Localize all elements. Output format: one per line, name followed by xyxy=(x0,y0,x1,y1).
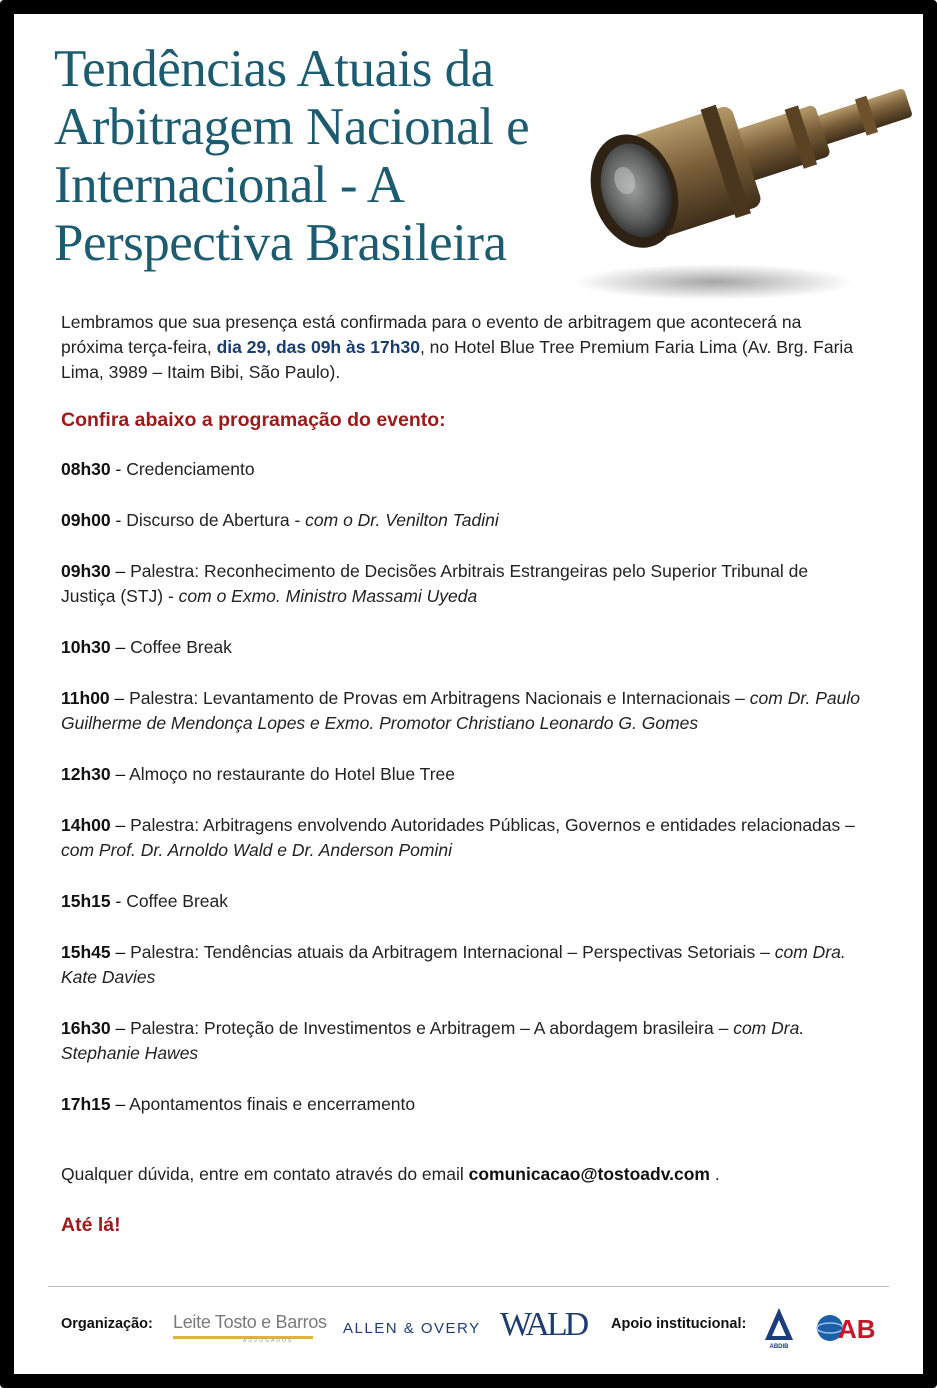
schedule-description: Palestra: Proteção de Investimentos e Arbitragem – A abordagem brasileira – xyxy=(130,1018,734,1038)
svg-text:ABDIB: ABDIB xyxy=(769,1344,789,1350)
telescope-icon xyxy=(574,62,919,312)
schedule-time: 16h30 xyxy=(61,1018,111,1038)
abdib-logo xyxy=(761,1306,797,1350)
schedule-description: Almoço no restaurante do Hotel Blue Tree xyxy=(129,764,456,784)
schedule-separator: - xyxy=(110,891,127,911)
allen-overy-logo: ALLEN & OVERY xyxy=(343,1320,481,1337)
schedule-speaker: com Dra. Kate Davies xyxy=(61,942,846,987)
leite-tosto-barros-logo xyxy=(173,1312,327,1344)
schedule-item xyxy=(61,686,861,736)
schedule-separator: – xyxy=(110,1018,131,1038)
svg-text:AB: AB xyxy=(838,1314,876,1344)
schedule-separator: – xyxy=(110,942,131,962)
organization-label: Organização: xyxy=(61,1316,153,1332)
schedule-heading: Confira abaixo a programação do evento: xyxy=(61,409,446,431)
schedule-separator: – xyxy=(109,688,130,708)
schedule-time: 09h00 xyxy=(61,510,111,530)
footer xyxy=(61,1306,891,1356)
page-title: Tendências Atuais da Arbitragem Nacional e Internacional - A Perspectiva Brasileira xyxy=(54,40,530,272)
contact-end: . xyxy=(709,1164,720,1184)
schedule-description: Credenciamento xyxy=(126,459,255,479)
schedule-description: Palestra: Levantamento de Provas em Arbitragens Nacionais e Internacionais – xyxy=(129,688,750,708)
schedule-time: 09h30 xyxy=(61,561,111,581)
schedule-time: 12h30 xyxy=(61,764,111,784)
contact-text: Qualquer dúvida, entre em contato através do email xyxy=(61,1164,469,1184)
schedule-separator: – xyxy=(110,815,131,835)
ltb-logo-text: Leite Tosto e Barros xyxy=(173,1312,327,1332)
intro-text-1: Lembramos que sua presença está confirmada para o evento de arbitragem que acontecerá na próxima terça-feira, xyxy=(61,312,802,357)
intro-paragraph xyxy=(61,310,861,385)
schedule-separator: - xyxy=(110,510,127,530)
schedule-separator: – xyxy=(110,1094,130,1114)
schedule-item xyxy=(61,457,861,482)
schedule-item xyxy=(61,1016,861,1066)
schedule-item xyxy=(61,635,861,660)
schedule-separator: – xyxy=(110,764,130,784)
schedule-description: Palestra: Tendências atuais da Arbitragem Internacional – Perspectivas Setoriais – xyxy=(130,942,775,962)
schedule-speaker: com o Dr. Venilton Tadini xyxy=(305,510,499,530)
footer-divider xyxy=(48,1286,889,1287)
schedule-item xyxy=(61,1092,861,1117)
schedule-time: 15h15 xyxy=(61,891,111,911)
schedule-time: 15h45 xyxy=(61,942,111,962)
schedule-speaker: com Prof. Dr. Arnoldo Wald e Dr. Anderson Pomini xyxy=(61,840,452,860)
schedule-time: 10h30 xyxy=(61,637,111,657)
schedule-description: Coffee Break xyxy=(130,637,232,657)
contact-line xyxy=(61,1162,861,1187)
contact-email-link[interactable]: comunicacao@tostoadv.com xyxy=(468,1164,710,1184)
schedule-time: 08h30 xyxy=(61,459,111,479)
schedule-separator: – xyxy=(110,637,131,657)
ltb-logo-subtitle: ADVOGADOS xyxy=(243,1338,294,1344)
schedule-time: 17h15 xyxy=(61,1094,111,1114)
schedule-separator: - xyxy=(110,459,127,479)
schedule-item xyxy=(61,889,861,914)
schedule-time: 14h00 xyxy=(61,815,111,835)
event-date: dia 29, das 09h às 17h30 xyxy=(216,337,420,357)
support-label: Apoio institucional: xyxy=(611,1316,747,1332)
schedule-time: 11h00 xyxy=(61,688,110,708)
schedule-item xyxy=(61,813,861,863)
schedule-description: Apontamentos finais e encerramento xyxy=(129,1094,416,1114)
schedule-speaker: com Dr. Paulo Guilherme de Mendonça Lopes e Exmo. Promotor Christiano Leonardo G. Gomes xyxy=(61,688,860,733)
schedule-item xyxy=(61,508,861,533)
closing-text: Até lá! xyxy=(61,1214,121,1236)
oab-logo xyxy=(816,1310,886,1346)
schedule-item xyxy=(61,559,861,609)
intro-text-2: , no Hotel Blue Tree Premium Faria Lima (Av. Brg. Faria Lima, 3989 – Itaim Bibi, São Paulo). xyxy=(61,337,854,382)
wald-logo: WALD xyxy=(500,1306,587,1343)
email-body xyxy=(14,14,923,1374)
schedule-description: Palestra: Arbitragens envolvendo Autoridades Públicas, Governos e entidades relacionadas – xyxy=(130,815,855,835)
schedule-description: Coffee Break xyxy=(126,891,229,911)
schedule-speaker: com o Exmo. Ministro Massami Uyeda xyxy=(178,586,478,606)
schedule-speaker: com Dra. Stephanie Hawes xyxy=(61,1018,805,1063)
schedule-description: Palestra: Reconhecimento de Decisões Arbitrais Estrangeiras pelo Superior Tribunal de Justiça (STJ) - xyxy=(61,561,809,606)
schedule-separator: – xyxy=(110,561,131,581)
schedule-description: Discurso de Abertura - xyxy=(126,510,306,530)
schedule-item xyxy=(61,762,861,787)
schedule-item xyxy=(61,940,861,990)
content xyxy=(61,310,861,1238)
schedule-list xyxy=(61,457,861,1117)
